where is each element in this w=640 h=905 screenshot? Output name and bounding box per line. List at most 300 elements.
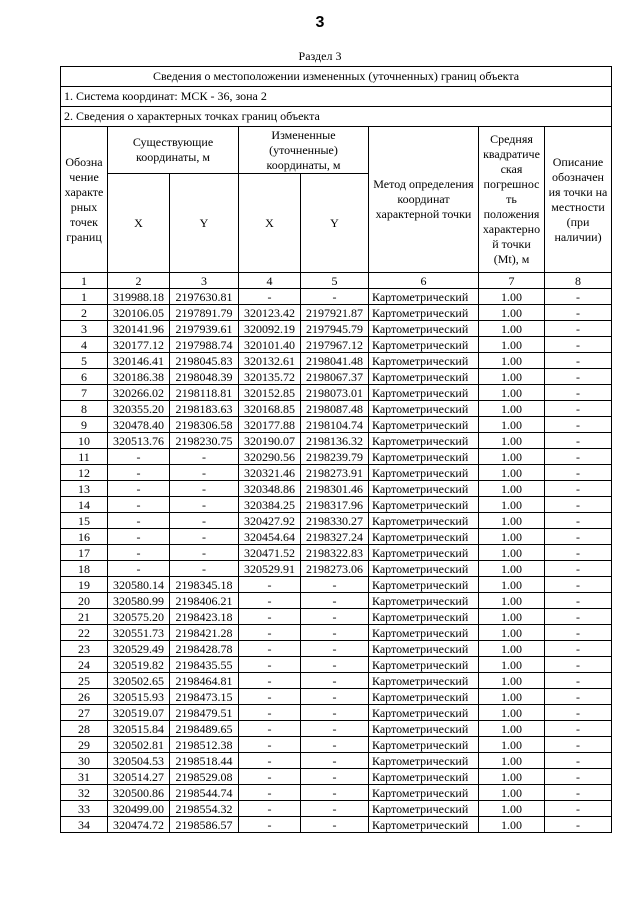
cell-existing-y: 2198421.28 (170, 625, 239, 641)
cell-changed-x: - (239, 689, 301, 705)
cell-changed-x: - (239, 721, 301, 737)
cell-existing-y: 2198489.65 (170, 721, 239, 737)
cell-changed-y: - (301, 817, 369, 833)
cell-point-number: 13 (61, 481, 108, 497)
table-row (61, 417, 612, 433)
cell-description: - (545, 609, 612, 625)
table-row (61, 673, 612, 689)
column-number: 1 (61, 273, 108, 289)
header-error: Средняя квадратиче ская погрешнос ть положения характерно й точки (Mt), м (479, 127, 545, 273)
cell-description: - (545, 721, 612, 737)
cell-error: 1.00 (479, 353, 545, 369)
cell-changed-x: 320454.64 (239, 529, 301, 545)
cell-error: 1.00 (479, 305, 545, 321)
cell-changed-y: 2198327.24 (301, 529, 369, 545)
cell-point-number: 29 (61, 737, 108, 753)
cell-error: 1.00 (479, 641, 545, 657)
cell-error: 1.00 (479, 369, 545, 385)
cell-error: 1.00 (479, 513, 545, 529)
header-description: Описание обозначен ия точки на местности (при наличии) (545, 127, 612, 273)
cell-existing-y: 2198183.63 (170, 401, 239, 417)
header-changed-y: Y (301, 174, 369, 273)
cell-existing-x: 320106.05 (108, 305, 170, 321)
cell-description: - (545, 289, 612, 305)
table-row (61, 449, 612, 465)
cell-changed-y: - (301, 593, 369, 609)
cell-error: 1.00 (479, 337, 545, 353)
cell-point-number: 6 (61, 369, 108, 385)
table-row (61, 529, 612, 545)
cell-point-number: 16 (61, 529, 108, 545)
cell-error: 1.00 (479, 689, 545, 705)
cell-existing-y: - (170, 481, 239, 497)
cell-error: 1.00 (479, 769, 545, 785)
cell-point-number: 25 (61, 673, 108, 689)
cell-point-number: 31 (61, 769, 108, 785)
cell-existing-x: - (108, 513, 170, 529)
table-row (61, 801, 612, 817)
cell-existing-y: 2198586.57 (170, 817, 239, 833)
cell-method: Картометрический (369, 625, 479, 641)
cell-point-number: 3 (61, 321, 108, 337)
cell-point-number: 9 (61, 417, 108, 433)
cell-error: 1.00 (479, 705, 545, 721)
cell-description: - (545, 561, 612, 577)
cell-method: Картометрический (369, 289, 479, 305)
cell-method: Картометрический (369, 593, 479, 609)
cell-description: - (545, 449, 612, 465)
table-row (61, 817, 612, 833)
cell-description: - (545, 625, 612, 641)
cell-method: Картометрический (369, 801, 479, 817)
cell-method: Картометрический (369, 385, 479, 401)
cell-description: - (545, 705, 612, 721)
cell-existing-y: 2198473.15 (170, 689, 239, 705)
cell-point-number: 30 (61, 753, 108, 769)
cell-existing-x: - (108, 481, 170, 497)
cell-changed-y: - (301, 705, 369, 721)
cell-existing-x: 320580.14 (108, 577, 170, 593)
cell-method: Картометрический (369, 337, 479, 353)
table-row (61, 401, 612, 417)
cell-changed-x: 320290.56 (239, 449, 301, 465)
cell-point-number: 8 (61, 401, 108, 417)
cell-error: 1.00 (479, 673, 545, 689)
cell-existing-y: - (170, 465, 239, 481)
cell-existing-x: 320355.20 (108, 401, 170, 417)
cell-error: 1.00 (479, 801, 545, 817)
cell-changed-x: 320132.61 (239, 353, 301, 369)
cell-point-number: 10 (61, 433, 108, 449)
cell-changed-x: - (239, 625, 301, 641)
cell-description: - (545, 353, 612, 369)
cell-existing-y: 2198435.55 (170, 657, 239, 673)
cell-changed-y: - (301, 769, 369, 785)
cell-existing-x: 320266.02 (108, 385, 170, 401)
cell-existing-x: 320514.27 (108, 769, 170, 785)
cell-existing-y: 2198554.32 (170, 801, 239, 817)
cell-changed-y: 2198301.46 (301, 481, 369, 497)
table-row (61, 497, 612, 513)
cell-existing-x: 320474.72 (108, 817, 170, 833)
cell-changed-y: 2198104.74 (301, 417, 369, 433)
cell-changed-x: - (239, 769, 301, 785)
cell-error: 1.00 (479, 609, 545, 625)
column-number: 4 (239, 273, 301, 289)
cell-existing-y: - (170, 513, 239, 529)
column-number-row (61, 273, 612, 289)
cell-point-number: 24 (61, 657, 108, 673)
table-row (61, 545, 612, 561)
table-row (61, 689, 612, 705)
cell-existing-y: 2198428.78 (170, 641, 239, 657)
cell-existing-x: 320146.41 (108, 353, 170, 369)
cell-description: - (545, 801, 612, 817)
cell-point-number: 26 (61, 689, 108, 705)
cell-existing-y: 2198306.58 (170, 417, 239, 433)
cell-changed-x: - (239, 705, 301, 721)
cell-changed-y: - (301, 689, 369, 705)
cell-existing-y: 2198464.81 (170, 673, 239, 689)
page-number: 3 (315, 14, 325, 31)
cell-existing-x: 320504.53 (108, 753, 170, 769)
cell-error: 1.00 (479, 657, 545, 673)
column-number: 7 (479, 273, 545, 289)
table-row (61, 721, 612, 737)
cell-description: - (545, 433, 612, 449)
cell-changed-y: 2198136.32 (301, 433, 369, 449)
cell-changed-y: 2198273.91 (301, 465, 369, 481)
cell-changed-x: 320348.86 (239, 481, 301, 497)
cell-method: Картометрический (369, 737, 479, 753)
cell-changed-x: - (239, 785, 301, 801)
cell-existing-x: 320499.00 (108, 801, 170, 817)
cell-changed-y: 2197945.79 (301, 321, 369, 337)
cell-changed-x: 320092.19 (239, 321, 301, 337)
cell-method: Картометрический (369, 769, 479, 785)
cell-error: 1.00 (479, 385, 545, 401)
cell-changed-y: - (301, 785, 369, 801)
table-row (61, 561, 612, 577)
cell-existing-x: - (108, 545, 170, 561)
cell-existing-y: 2198479.51 (170, 705, 239, 721)
cell-existing-x: 320502.81 (108, 737, 170, 753)
boundary-points-table (60, 66, 612, 833)
cell-existing-y: 2197939.61 (170, 321, 239, 337)
points-heading: 2. Сведения о характерных точках границ объекта (61, 107, 612, 127)
cell-description: - (545, 401, 612, 417)
table-row (61, 305, 612, 321)
cell-method: Картометрический (369, 609, 479, 625)
cell-error: 1.00 (479, 401, 545, 417)
table-row (61, 625, 612, 641)
cell-changed-x: - (239, 817, 301, 833)
cell-description: - (545, 593, 612, 609)
cell-existing-y: - (170, 529, 239, 545)
cell-existing-y: 2197630.81 (170, 289, 239, 305)
cell-method: Картометрический (369, 705, 479, 721)
cell-changed-y: 2198317.96 (301, 497, 369, 513)
cell-changed-y: 2198330.27 (301, 513, 369, 529)
column-number: 8 (545, 273, 612, 289)
cell-error: 1.00 (479, 481, 545, 497)
cell-method: Картометрический (369, 785, 479, 801)
cell-changed-y: 2198073.01 (301, 385, 369, 401)
header-changed-x: X (239, 174, 301, 273)
table-row (61, 433, 612, 449)
cell-point-number: 19 (61, 577, 108, 593)
cell-changed-x: - (239, 801, 301, 817)
section-label: Раздел 3 (298, 49, 342, 63)
cell-method: Картометрический (369, 673, 479, 689)
cell-description: - (545, 545, 612, 561)
cell-changed-y: 2197967.12 (301, 337, 369, 353)
cell-existing-y: 2198544.74 (170, 785, 239, 801)
cell-error: 1.00 (479, 593, 545, 609)
cell-changed-x: 320177.88 (239, 417, 301, 433)
cell-error: 1.00 (479, 545, 545, 561)
cell-error: 1.00 (479, 753, 545, 769)
cell-description: - (545, 305, 612, 321)
cell-method: Картометрический (369, 817, 479, 833)
cell-description: - (545, 513, 612, 529)
cell-description: - (545, 529, 612, 545)
header-existing-x: X (108, 174, 170, 273)
cell-existing-y: 2198529.08 (170, 769, 239, 785)
cell-existing-y: 2198406.21 (170, 593, 239, 609)
cell-method: Картометрический (369, 689, 479, 705)
cell-changed-x: 320101.40 (239, 337, 301, 353)
cell-changed-x: 320152.85 (239, 385, 301, 401)
cell-changed-x: - (239, 577, 301, 593)
cell-method: Картометрический (369, 529, 479, 545)
cell-description: - (545, 577, 612, 593)
cell-point-number: 7 (61, 385, 108, 401)
cell-existing-x: 320177.12 (108, 337, 170, 353)
column-number: 6 (369, 273, 479, 289)
cell-point-number: 1 (61, 289, 108, 305)
cell-existing-x: - (108, 497, 170, 513)
cell-method: Картометрический (369, 305, 479, 321)
header-existing-coordinates: Существующие координаты, м (108, 127, 239, 174)
table-title: Сведения о местоположении измененных (уточненных) границ объекта (61, 67, 612, 87)
cell-existing-x: 320575.20 (108, 609, 170, 625)
column-number: 3 (170, 273, 239, 289)
cell-changed-x: - (239, 673, 301, 689)
cell-existing-x: 320186.38 (108, 369, 170, 385)
cell-existing-x: - (108, 465, 170, 481)
cell-existing-x: - (108, 529, 170, 545)
cell-description: - (545, 385, 612, 401)
table-row (61, 385, 612, 401)
cell-description: - (545, 497, 612, 513)
cell-changed-x: 320529.91 (239, 561, 301, 577)
cell-existing-y: 2197891.79 (170, 305, 239, 321)
cell-error: 1.00 (479, 721, 545, 737)
cell-error: 1.00 (479, 625, 545, 641)
cell-point-number: 33 (61, 801, 108, 817)
coordinate-system: 1. Система координат: МСК - 36, зона 2 (61, 87, 612, 107)
cell-changed-y: - (301, 673, 369, 689)
cell-error: 1.00 (479, 737, 545, 753)
cell-description: - (545, 753, 612, 769)
table-row (61, 369, 612, 385)
cell-description: - (545, 657, 612, 673)
cell-point-number: 11 (61, 449, 108, 465)
cell-point-number: 28 (61, 721, 108, 737)
cell-changed-y: 2198067.37 (301, 369, 369, 385)
cell-changed-y: - (301, 577, 369, 593)
cell-point-number: 17 (61, 545, 108, 561)
cell-error: 1.00 (479, 529, 545, 545)
cell-description: - (545, 769, 612, 785)
cell-description: - (545, 673, 612, 689)
table-row (61, 289, 612, 305)
cell-existing-y: 2198345.18 (170, 577, 239, 593)
cell-method: Картометрический (369, 401, 479, 417)
header-designation: Обозна чение характе рных точек границ (61, 127, 108, 273)
cell-changed-y: 2198322.83 (301, 545, 369, 561)
cell-changed-y: - (301, 641, 369, 657)
cell-method: Картометрический (369, 657, 479, 673)
cell-existing-x: 320500.86 (108, 785, 170, 801)
table-row (61, 737, 612, 753)
cell-changed-x: 320135.72 (239, 369, 301, 385)
cell-point-number: 32 (61, 785, 108, 801)
cell-point-number: 22 (61, 625, 108, 641)
cell-existing-y: 2198518.44 (170, 753, 239, 769)
cell-existing-y: - (170, 449, 239, 465)
cell-error: 1.00 (479, 465, 545, 481)
cell-error: 1.00 (479, 785, 545, 801)
cell-method: Картометрический (369, 497, 479, 513)
cell-point-number: 15 (61, 513, 108, 529)
table-row (61, 577, 612, 593)
cell-error: 1.00 (479, 817, 545, 833)
cell-method: Картометрический (369, 433, 479, 449)
cell-method: Картометрический (369, 545, 479, 561)
cell-existing-x: 320141.96 (108, 321, 170, 337)
cell-method: Картометрический (369, 561, 479, 577)
cell-description: - (545, 465, 612, 481)
cell-existing-x: 320519.07 (108, 705, 170, 721)
table-row (61, 481, 612, 497)
column-number: 5 (301, 273, 369, 289)
cell-existing-x: 319988.18 (108, 289, 170, 305)
header-changed-coordinates: Измененные (уточненные) координаты, м (239, 127, 369, 174)
cell-changed-x: 320427.92 (239, 513, 301, 529)
cell-point-number: 14 (61, 497, 108, 513)
table-row (61, 337, 612, 353)
cell-description: - (545, 641, 612, 657)
cell-method: Картометрический (369, 641, 479, 657)
table-row (61, 513, 612, 529)
cell-changed-x: - (239, 641, 301, 657)
cell-changed-y: 2198273.06 (301, 561, 369, 577)
table-row (61, 465, 612, 481)
table-row (61, 593, 612, 609)
cell-changed-y: - (301, 737, 369, 753)
cell-method: Картометрический (369, 481, 479, 497)
cell-existing-y: - (170, 497, 239, 513)
cell-method: Картометрический (369, 417, 479, 433)
cell-existing-y: 2198423.18 (170, 609, 239, 625)
cell-changed-x: - (239, 289, 301, 305)
cell-error: 1.00 (479, 289, 545, 305)
cell-existing-x: - (108, 449, 170, 465)
table-row (61, 785, 612, 801)
cell-error: 1.00 (479, 433, 545, 449)
cell-method: Картометрический (369, 321, 479, 337)
cell-changed-y: - (301, 753, 369, 769)
cell-existing-y: 2198230.75 (170, 433, 239, 449)
table-row (61, 657, 612, 673)
cell-existing-x: 320519.82 (108, 657, 170, 673)
table-row (61, 641, 612, 657)
cell-description: - (545, 785, 612, 801)
cell-point-number: 20 (61, 593, 108, 609)
cell-method: Картометрический (369, 513, 479, 529)
cell-changed-y: 2198087.48 (301, 401, 369, 417)
cell-existing-y: 2198512.38 (170, 737, 239, 753)
header-existing-y: Y (170, 174, 239, 273)
cell-method: Картометрический (369, 721, 479, 737)
cell-existing-x: 320478.40 (108, 417, 170, 433)
cell-existing-y: 2198118.81 (170, 385, 239, 401)
cell-changed-x: - (239, 737, 301, 753)
cell-method: Картометрический (369, 465, 479, 481)
cell-error: 1.00 (479, 449, 545, 465)
cell-point-number: 2 (61, 305, 108, 321)
cell-method: Картометрический (369, 577, 479, 593)
cell-description: - (545, 689, 612, 705)
cell-changed-y: - (301, 289, 369, 305)
cell-existing-y: 2197988.74 (170, 337, 239, 353)
cell-point-number: 27 (61, 705, 108, 721)
cell-changed-x: 320321.46 (239, 465, 301, 481)
cell-description: - (545, 737, 612, 753)
cell-description: - (545, 321, 612, 337)
cell-changed-x: - (239, 657, 301, 673)
cell-changed-x: - (239, 593, 301, 609)
cell-description: - (545, 417, 612, 433)
cell-changed-y: - (301, 625, 369, 641)
cell-existing-x: 320580.99 (108, 593, 170, 609)
cell-description: - (545, 369, 612, 385)
cell-error: 1.00 (479, 577, 545, 593)
cell-changed-x: - (239, 609, 301, 625)
cell-changed-x: 320190.07 (239, 433, 301, 449)
cell-error: 1.00 (479, 497, 545, 513)
cell-description: - (545, 481, 612, 497)
cell-description: - (545, 337, 612, 353)
cell-existing-y: - (170, 561, 239, 577)
cell-existing-x: 320551.73 (108, 625, 170, 641)
cell-method: Картометрический (369, 353, 479, 369)
header-method: Метод определения координат характерной точки (369, 127, 479, 273)
cell-method: Картометрический (369, 369, 479, 385)
cell-point-number: 34 (61, 817, 108, 833)
cell-point-number: 21 (61, 609, 108, 625)
cell-error: 1.00 (479, 561, 545, 577)
cell-changed-y: - (301, 801, 369, 817)
cell-point-number: 12 (61, 465, 108, 481)
cell-error: 1.00 (479, 417, 545, 433)
cell-existing-x: 320529.49 (108, 641, 170, 657)
cell-changed-y: 2198239.79 (301, 449, 369, 465)
cell-changed-y: - (301, 657, 369, 673)
cell-existing-y: - (170, 545, 239, 561)
